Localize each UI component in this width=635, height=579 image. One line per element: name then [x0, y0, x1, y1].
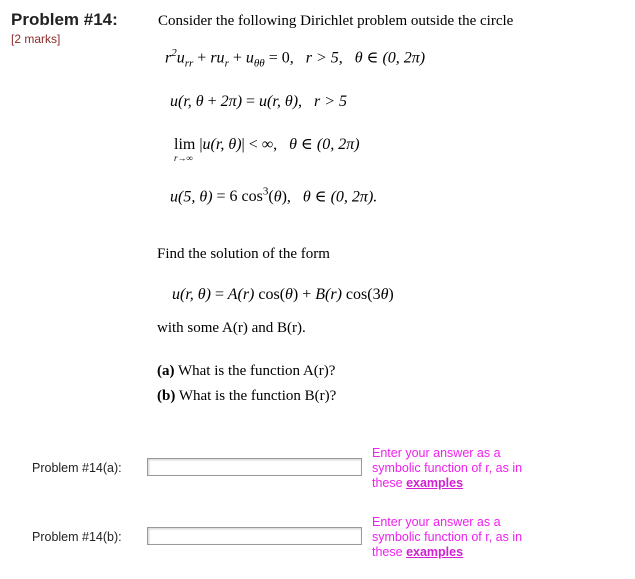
- part-a-question: [157, 363, 335, 380]
- answer-a-label: Problem #14(a):: [32, 461, 122, 475]
- part-b-text: What is the function B(r)?: [178, 388, 337, 404]
- with-text: with some A(r) and B(r).: [157, 320, 306, 336]
- periodicity-equation: u(r, θ + 2π) = u(r, θ), r > 5: [170, 93, 348, 110]
- answer-a-examples-link[interactable]: examples: [406, 476, 464, 490]
- part-a-tag: (a): [157, 363, 175, 379]
- pde-condition: r > 5,: [305, 49, 343, 67]
- part-b-tag: (b): [157, 388, 176, 404]
- answer-b-label: Problem #14(b):: [32, 530, 122, 544]
- limit-theta-range: θ ∈ (0, 2π): [289, 136, 360, 153]
- answer-b-hint-text: Enter your answer as a symbolic function of r, as in these: [372, 515, 523, 559]
- pde-theta-range: θ ∈ (0, 2π): [354, 49, 426, 67]
- answer-b-hint: [372, 515, 552, 560]
- solution-form-equation: u(r, θ) = A(r) cos(θ) + B(r) cos(3θ): [172, 286, 394, 303]
- answer-b-input[interactable]: [147, 527, 362, 545]
- answer-a-hint-text: Enter your answer as a symbolic function of r, as in these: [372, 446, 523, 490]
- problem-intro: Consider the following Dirichlet problem outside the circle: [158, 13, 514, 29]
- limit-equation: lim r→∞ |u(r, θ)| < ∞, θ ∈ (0, 2π): [174, 136, 360, 163]
- answer-a-hint: [372, 446, 552, 491]
- boundary-theta-range: θ ∈ (0, 2π).: [302, 188, 378, 206]
- limit-rhs: < ∞,: [248, 136, 278, 153]
- limit-operator: lim: [174, 136, 196, 153]
- problem-title: Problem #14:: [11, 10, 118, 29]
- part-b-question: [157, 388, 336, 405]
- boundary-equation: u(5, θ) = 6 $\cos^3(\theta)$, θ ∈ (0, 2π).: [170, 186, 378, 206]
- answer-b-examples-link[interactable]: examples: [406, 545, 464, 559]
- pde-equation: $r^2u_{rr} + ru_r + u_{\theta\theta} = 0$, r > 5, θ ∈ (0, 2π): [165, 47, 426, 70]
- part-a-text: What is the function A(r)?: [177, 363, 336, 379]
- answer-a-input[interactable]: [147, 458, 362, 476]
- marks-label: [2 marks]: [11, 32, 61, 46]
- limit-subscript: r→∞: [174, 153, 193, 163]
- find-instruction: Find the solution of the form: [157, 246, 330, 262]
- periodicity-condition: r > 5: [314, 93, 348, 110]
